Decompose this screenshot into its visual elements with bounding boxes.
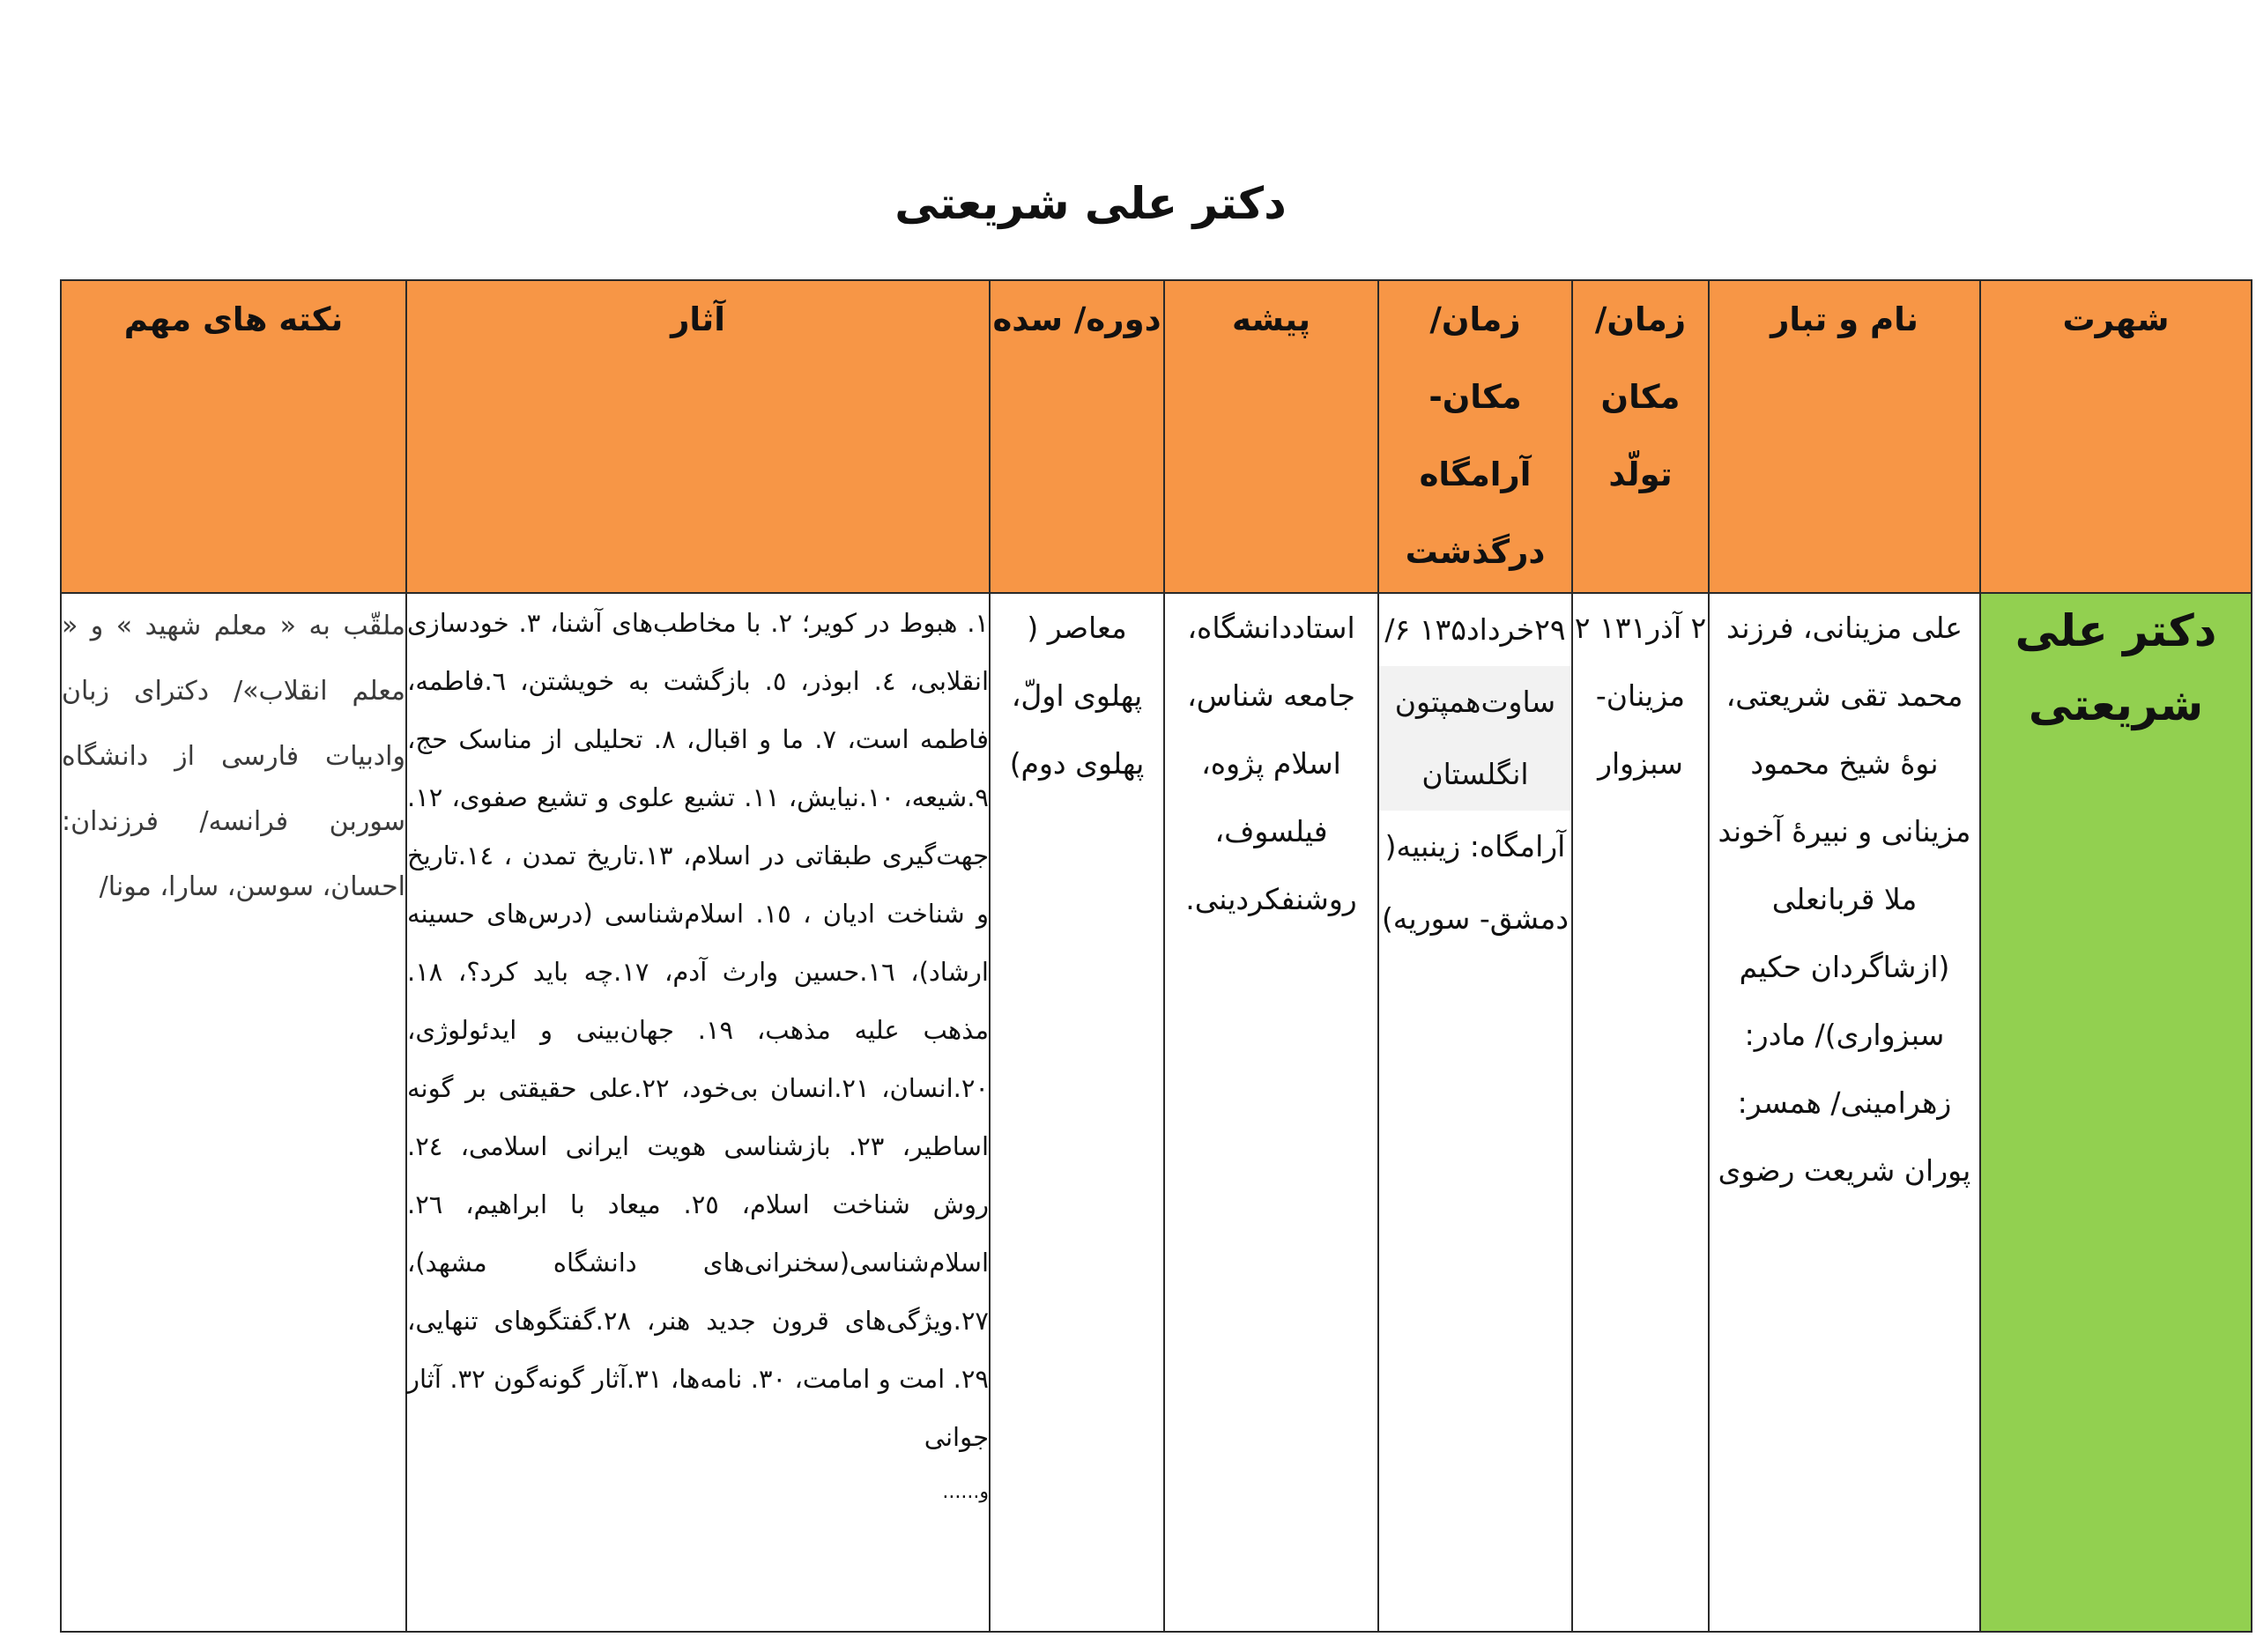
header-fame: شهرت <box>1980 280 2252 593</box>
death-place: ساوت‌همپتون انگلستان <box>1379 666 1571 811</box>
header-name: نام و تبار <box>1709 280 1980 593</box>
header-era: دوره/ سده <box>990 280 1164 593</box>
cell-birth: ۲ آذر۱۳۱ ۲ مزینان- سبزوار <box>1572 593 1709 1632</box>
cell-name: علی مزینانی، فرزند محمد تقی شریعتی، نوۀ شیخ محمود مزینانی و نبیرۀ آخوند ملا قربانعلی (ازشاگردان حکیم سبزواری)/ مادر: زهرامینی/ همسر: پوران شریعت رضوی <box>1709 593 1980 1632</box>
cell-works <box>406 593 990 1632</box>
page-title: دکتر علی شریعتی <box>894 178 1287 229</box>
header-birth: زمان/ مکان تولّد <box>1572 280 1709 593</box>
header-works: آثار <box>406 280 990 593</box>
header-row <box>61 280 2252 593</box>
cell-era: معاصر ( پهلوی اولّ، پهلوی دوم) <box>990 593 1164 1632</box>
works-list: ۱. هبوط در کویر؛ ۲. با مخاطب‌های آشنا، ۳. خودسازی انقلابی، ٤. ابوذر، ٥. بازگشت به خویشتن، ٦.فاطمه، فاطمه است، ۷. ما و اقبال، ۸. تحلیلی از مناسک حج، ۹.شیعه، ۱۰.نیایش، ۱۱. تشیع علوی و تشیع صفوی، ۱۲. جهت‌گیری طبقاتی در اسلام، ۱۳.تاریخ تمدن ، ۱٤.تاریخ و شناخت ادیان ، ۱٥. اسلام‌شناسی (درس‌های حسینه ارشاد)، ۱٦.حسین وارث آدم، ۱۷.چه باید کرد؟، ۱۸. مذهب علیه مذهب، ۱۹. جهان‌بینی و ایدئولوژی، ۲۰.انسان، ۲۱.انسان بی‌خود، ۲۲.علی حقیقتی بر گونه اساطیر، ۲۳. بازشناسی هویت ایرانی اسلامی، ۲٤. روش شناخت اسلام، ۲٥. میعاد با ابراهیم، ۲٦. اسلام‌شناسی(سخنرانی‌های دانشگاه مشهد)، ۲۷.ویژگی‌های قرون جدید هنر، ۲۸.گفتگوهای تنهایی، ۲۹. امت و امامت، ۳۰. نامه‌ها، ۳۱.آثار گونه‌گون ۳۲. آثار جوانی <box>407 608 990 1452</box>
header-job: پیشه <box>1164 280 1378 593</box>
works-tail: و...... <box>942 1481 989 1503</box>
biography-table <box>60 279 2252 1633</box>
death-date: ۲۹خرداد۱۳۵ ۶/ <box>1384 612 1566 647</box>
cell-death <box>1378 593 1572 1632</box>
cell-notes: ملقّب به « معلم شهید » و « معلم انقلاب»/ دکترای زبان وادبیات فارسی از دانشگاه سوربن فرانسه/ فرزندان: احسان، سوسن، سارا، مونا/ <box>61 593 406 1632</box>
header-notes: نکته های مهم <box>61 280 406 593</box>
header-death: زمان/ مکان- آرامگاه درگذشت <box>1378 280 1572 593</box>
cell-fame: دکتر علی شریعتی <box>1980 593 2252 1632</box>
death-tomb: آرامگاه: زینبیه( دمشق- سوریه) <box>1381 829 1570 936</box>
cell-job: استاددانشگاه، جامعه شناس، اسلام پژوه، فیلسوف، روشنفکردینی. <box>1164 593 1378 1632</box>
table-row <box>61 593 2252 1632</box>
